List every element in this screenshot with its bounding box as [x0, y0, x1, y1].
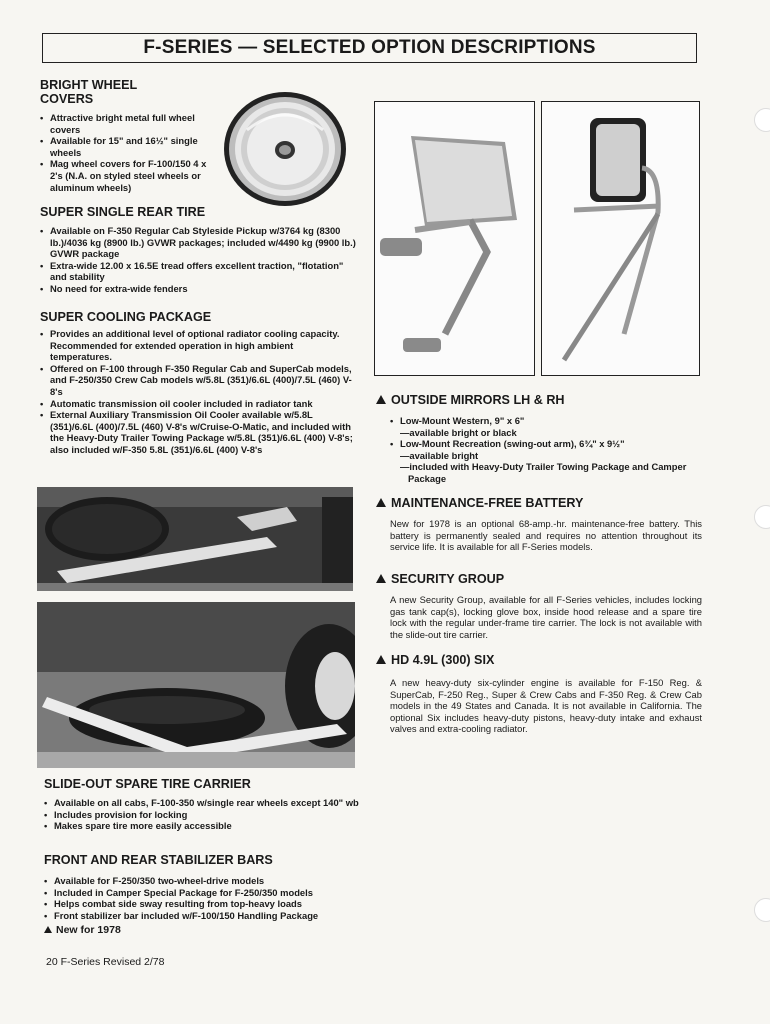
battery-section — [376, 496, 702, 553]
slide-out-spare-heading: SLIDE-OUT SPARE TIRE CARRIER — [44, 777, 251, 791]
list-item: • Low-Mount Recreation (swing-out arm), 6¾" x 9½" — [390, 438, 702, 450]
list-item: • Helps combat side sway resulting from top-heavy loads — [44, 898, 360, 910]
battery-heading-text: MAINTENANCE-FREE BATTERY — [391, 496, 584, 510]
binder-hole — [754, 108, 770, 132]
new-triangle-icon — [376, 395, 386, 404]
stabilizer-bars-list — [44, 875, 360, 921]
list-item: • Includes provision for locking — [44, 809, 360, 821]
hd-six-text: A new heavy-duty six-cylinder engine is available for F-150 Reg. & SuperCab, F-250 Reg., Super & Crew Cabs and F-350 Reg. & Crew Cab models in the 49 States and Canada. It is not available in California. The optional Six includes heavy-duty pistons, heavy-duty intake and exhaust valves and extra-cooling radiator. — [390, 677, 702, 735]
list-item: • Available for 15" and 16½" single wheels — [40, 135, 220, 158]
list-item: • Offered on F-100 through F-350 Regular Cab and SuperCab models, and F-250/350 Crew Cab models w/5.8L (351)/6.6L (400)/7.5L (460) V-8's — [40, 363, 356, 398]
outside-mirrors-heading — [376, 393, 702, 407]
outside-mirrors-list — [376, 415, 702, 485]
stabilizer-bars-heading: FRONT AND REAR STABILIZER BARS — [44, 853, 273, 867]
outside-mirrors-heading-text: OUTSIDE MIRRORS LH & RH — [391, 393, 565, 407]
super-cooling-package-heading: SUPER COOLING PACKAGE — [40, 310, 212, 324]
page-footer: 20 F-Series Revised 2/78 — [46, 956, 165, 968]
binder-hole — [754, 505, 770, 529]
list-item: • Included in Camper Special Package for F-250/350 models — [44, 887, 360, 899]
hd-six-section — [376, 653, 702, 735]
security-text: A new Security Group, available for all F-Series vehicles, includes locking gas tank cap(s), locking glove box, inside hood release and a spare tire lock with the regular under-frame tire carrier. The lock is not available with the slide-out tire carrier. — [390, 594, 702, 640]
list-item: • Available for F-250/350 two-wheel-drive models — [44, 875, 360, 887]
list-item: • Provides an additional level of optional radiator cooling capacity. Recommended for extended operation in high ambient temperatures. — [40, 328, 356, 363]
slide-out-spare-list — [44, 797, 360, 832]
battery-text: New for 1978 is an optional 68-amp.-hr. maintenance-free battery. This battery is permanently sealed and requires no attention throughout its service life. It is available for all F-Series models. — [390, 518, 702, 553]
list-item: • Makes spare tire more easily accessible — [44, 820, 360, 832]
new-for-1978-label: New for 1978 — [56, 924, 121, 937]
security-heading-text: SECURITY GROUP — [391, 572, 505, 586]
super-cooling-package-list — [40, 328, 356, 456]
list-item: • Available on all cabs, F-100-350 w/single rear wheels except 140" wb — [44, 797, 360, 809]
list-sub-item: —available bright or black — [400, 426, 517, 438]
outside-mirrors-section — [376, 393, 702, 485]
super-single-rear-tire-list — [40, 225, 356, 295]
security-heading — [376, 572, 702, 586]
new-triangle-icon — [376, 655, 386, 664]
wheel-cover-image — [222, 90, 348, 208]
list-sub-item: —available bright — [400, 449, 479, 461]
list-item: • Attractive bright metal full wheel covers — [40, 112, 220, 135]
list-item: • Front stabilizer bar included w/F-100/150 Handling Package — [44, 910, 360, 922]
western-mirror-photo — [374, 101, 535, 376]
new-triangle-icon — [376, 574, 386, 583]
new-triangle-icon — [376, 498, 386, 507]
bright-wheel-covers-section — [40, 78, 220, 193]
hd-six-heading — [376, 653, 702, 667]
page-title-box — [42, 33, 697, 63]
battery-heading — [376, 496, 702, 510]
bright-wheel-covers-heading-2: COVERS — [40, 92, 94, 106]
list-item: • Extra-wide 12.00 x 16.5E tread offers excellent traction, "flotation" and stability — [40, 260, 356, 283]
page-title: F-SERIES — SELECTED OPTION DESCRIPTIONS — [143, 37, 596, 58]
hd-six-heading-text: HD 4.9L (300) SIX — [391, 653, 495, 667]
bright-wheel-covers-list — [40, 112, 220, 193]
list-item: • Low-Mount Western, 9" x 6" — [390, 415, 702, 427]
spare-tire-carrier-photo-2 — [37, 602, 355, 768]
super-single-rear-tire-section — [40, 205, 356, 295]
recreation-mirror-photo — [541, 101, 700, 376]
security-section — [376, 572, 702, 640]
super-single-rear-tire-heading: SUPER SINGLE REAR TIRE — [40, 205, 206, 219]
stabilizer-bars-section — [44, 853, 360, 936]
list-item: • No need for extra-wide fenders — [40, 283, 356, 295]
list-item: • Mag wheel covers for F-100/150 4 x 2's (N.A. on styled steel wheels or aluminum wheels) — [40, 158, 220, 193]
list-sub-item: —included with Heavy-Duty Trailer Towing Package and Camper Package — [400, 461, 687, 484]
spare-tire-carrier-photo-1 — [37, 487, 353, 591]
new-for-1978-legend — [44, 924, 360, 936]
slide-out-spare-section — [44, 777, 360, 832]
binder-hole — [754, 898, 770, 922]
bright-wheel-covers-heading-1: BRIGHT WHEEL — [40, 78, 138, 92]
new-triangle-icon — [44, 926, 52, 933]
list-item: • Automatic transmission oil cooler included in radiator tank — [40, 398, 356, 410]
list-item: • Available on F-350 Regular Cab Styleside Pickup w/3764 kg (8300 lb.)/4036 kg (8900 lb.) GVWR packages; included w/4490 kg (9900 lb.) GVWR package — [40, 225, 356, 260]
list-item: • External Auxiliary Transmission Oil Cooler available w/5.8L (351)/6.6L (400)/7.5L (460) V-8's w/Cruise-O-Matic, and included with the Heavy-Duty Trailer Towing Package w/5.8L (351)/6.6L (400) V-8's; also included w/F-350 5.8L (351)/6.6L (400) V-8's — [40, 409, 356, 455]
super-cooling-package-section — [40, 310, 356, 456]
